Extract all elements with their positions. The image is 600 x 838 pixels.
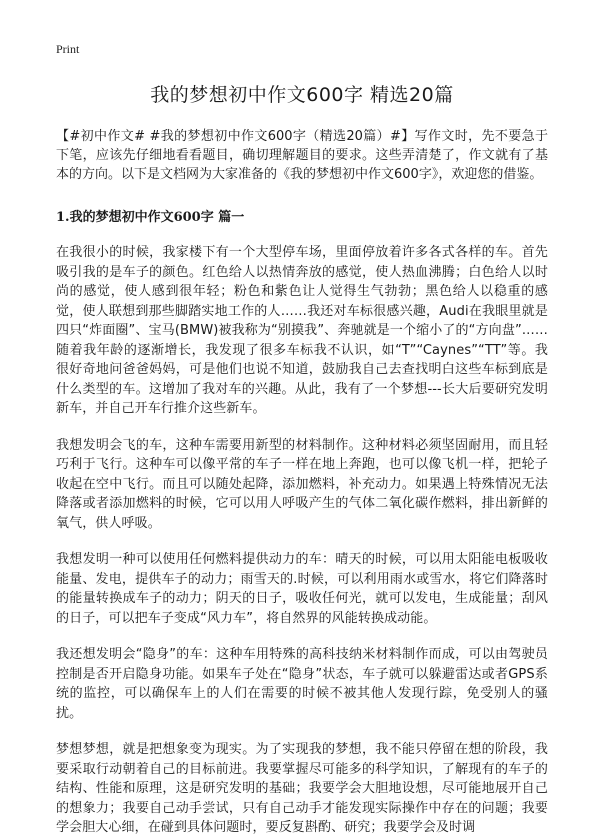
body-paragraph-2: 我想发明会飞的车，这种车需要用新型的材料制作。这种材料必须坚固耐用，而且轻巧利于飞行。这种车可以像平常的车子一样在地上奔跑，也可以像飞机一样，把轮子收起在空中飞行。而且可以随处起降，添加燃料，补充动力。如果遇上特殊情况无法降落或者添加燃料的时候，它可以用人呼吸产生的气体二氧化碳作燃料，排出新鲜的氧气，供人呼吸。 — [56, 437, 548, 531]
page-title: 我的梦想初中作文600字 精选20篇 — [150, 84, 454, 106]
section-heading: 1.我的梦想初中作文600字 篇一 — [56, 210, 245, 225]
intro-paragraph: 【#初中作文# #我的梦想初中作文600字（精选20篇）#】写作文时，先不要急于下笔，应该先仔细地看看题目，确切理解题目的要求。这些弄清楚了，作文就有了基本的方向。以下是文档网为大家准备的《我的梦想初中作文600字》，欢迎您的借鉴。 — [56, 129, 548, 182]
body-paragraph-1: 在我很小的时候，我家楼下有一个大型停车场，里面停放着许多各式各样的车。首先吸引我的是车子的颜色。红色给人以热情奔放的感觉，使人热血沸腾；白色给人以时尚的感觉，使人感到很年轻；粉色和紫色让人觉得生气勃勃；黑色给人以稳重的感觉，使人联想到那些脚踏实地工作的人……我还对车标很感兴趣，Audi在我眼里就是四只“炸面圈”、宝马(BMW)被我称为“别摸我”、奔驰就是一个缩小了的“方向盘”……随着我年龄的逐渐增长，我发现了很多车标我不认识，如“T”“Caynes”“TT”等。我很好奇地问爸爸妈妈，可是他们也说不知道，鼓励我自己去查找明白这些车标到底是什么类型的车。这增加了我对车的兴趣。从此，我有了一个梦想---长大后要研究发明新车，并自己开车行推介这些新车。 — [56, 245, 548, 416]
body-paragraph-5: 梦想梦想，就是把想象变为现实。为了实现我的梦想，我不能只停留在想的阶段，我要采取行动朝着自己的目标前进。我要掌握尽可能多的科学知识，了解现有的车子的结构、性能和原理，这是研究发明的基础；我要学会大胆地设想，尽可能地展开自己的想象力；我要自己动手尝试，只有自己动手才能发现实际操作中存在的问题；我要学会胆大心细，在碰到具体问题时，要反复斟酌、研究；我要学会及时调 — [56, 742, 548, 835]
print-link[interactable]: Print — [56, 42, 80, 56]
body-paragraph-4: 我还想发明会“隐身”的车：这种车用特殊的高科技纳米材料制作而成，可以由驾驶员控制是否开启隐身功能。如果车子处在“隐身”状态，车子就可以躲避雷达或者GPS系统的监控，可以确保车上的人们在需要的时候不被其他人发现行踪，免受别人的骚扰。 — [56, 647, 548, 721]
body-paragraph-3: 我想发明一种可以使用任何燃料提供动力的车：晴天的时候，可以用太阳能电板吸收能量、发电，提供车子的动力；雨雪天的.时候，可以利用雨水或雪水，将它们降落时的能量转换成车子的动力；阴天的日子，吸收任何光，就可以发电，生成能量；刮风的日子，可以把车子变成“风力车”，将自然界的风能转换成动能。 — [56, 552, 548, 626]
